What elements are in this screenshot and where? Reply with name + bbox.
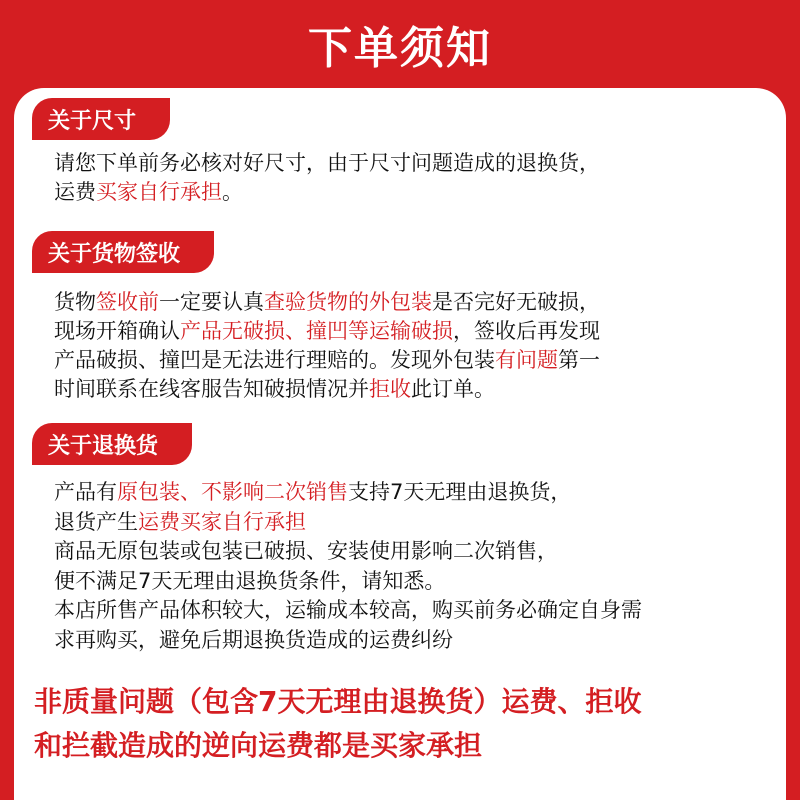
page-title: 下单须知 <box>308 23 492 74</box>
text-line <box>54 626 776 656</box>
text-segment: 退货产生 <box>54 509 138 534</box>
text-segment: 现场开箱确认 <box>54 319 180 343</box>
notice-line: 和拦截造成的逆向运费都是买家承担 <box>34 729 483 762</box>
highlight-text: 产品无破损、撞凹等运输破损 <box>180 319 453 343</box>
text-segment: 第一 <box>558 348 600 372</box>
text-segment: 便不满足7天无理由退换货条件，请知悉。 <box>54 568 446 593</box>
text-line <box>54 508 776 538</box>
text-segment: 时间联系在线客服告知破损情况并 <box>54 377 369 401</box>
text-segment: 。 <box>222 180 243 204</box>
text-segment: 求再购买，避免后期退换货造成的运费纠纷 <box>54 627 453 652</box>
text-line <box>54 537 776 567</box>
text-line <box>54 149 776 178</box>
text-segment: 产品破损、撞凹是无法进行理赔的。发现外包装 <box>54 348 495 372</box>
text-segment: 请您下单前务必核对好尺寸，由于尺寸问题造成的退换货， <box>54 151 600 175</box>
text-segment: ，签收后再发现 <box>453 319 600 343</box>
text-line <box>54 288 776 317</box>
highlight-text: 签收前 <box>96 290 159 314</box>
highlight-text: 运费买家自行承担 <box>138 509 306 534</box>
text-line <box>54 596 776 626</box>
text-segment: 是否完好无破损， <box>432 290 600 314</box>
section-body-signing <box>54 288 776 404</box>
highlight-text: 有问题 <box>495 348 558 372</box>
shipping-notice <box>34 680 786 768</box>
header-banner <box>0 0 800 88</box>
text-segment: 本店所售产品体积较大，运输成本较高，购买前务必确定自身需 <box>54 598 642 622</box>
text-line <box>54 478 776 508</box>
highlight-text: 拒收 <box>369 377 411 401</box>
highlight-text: 原包装、不影响二次销售 <box>117 480 348 504</box>
section-tag-signing: 关于货物签收 <box>32 231 214 273</box>
text-segment: 运费 <box>54 180 96 204</box>
text-segment: 此订单。 <box>411 377 495 401</box>
section-tag-size: 关于尺寸 <box>32 98 170 140</box>
section-tag-returns: 关于退换货 <box>32 423 192 465</box>
text-line <box>54 567 776 597</box>
highlight-text: 买家自行承担 <box>96 180 222 204</box>
text-line <box>54 346 776 375</box>
text-line <box>54 317 776 346</box>
text-segment: 支持7天无理由退换货， <box>348 480 572 504</box>
text-segment: 商品无原包装或包装已破损、安装使用影响二次销售， <box>54 539 558 563</box>
notice-line: 非质量问题（包含7天无理由退换货）运费、拒收 <box>34 685 642 718</box>
section-body-size <box>54 149 776 207</box>
text-segment: 产品有 <box>54 480 117 504</box>
highlight-text: 查验货物的外包装 <box>264 290 432 314</box>
text-segment: 一定要认真 <box>159 290 264 314</box>
content-panel <box>14 88 786 800</box>
section-body-returns <box>54 478 776 655</box>
text-line <box>54 178 776 207</box>
text-line <box>54 375 776 404</box>
text-segment: 货物 <box>54 290 96 314</box>
